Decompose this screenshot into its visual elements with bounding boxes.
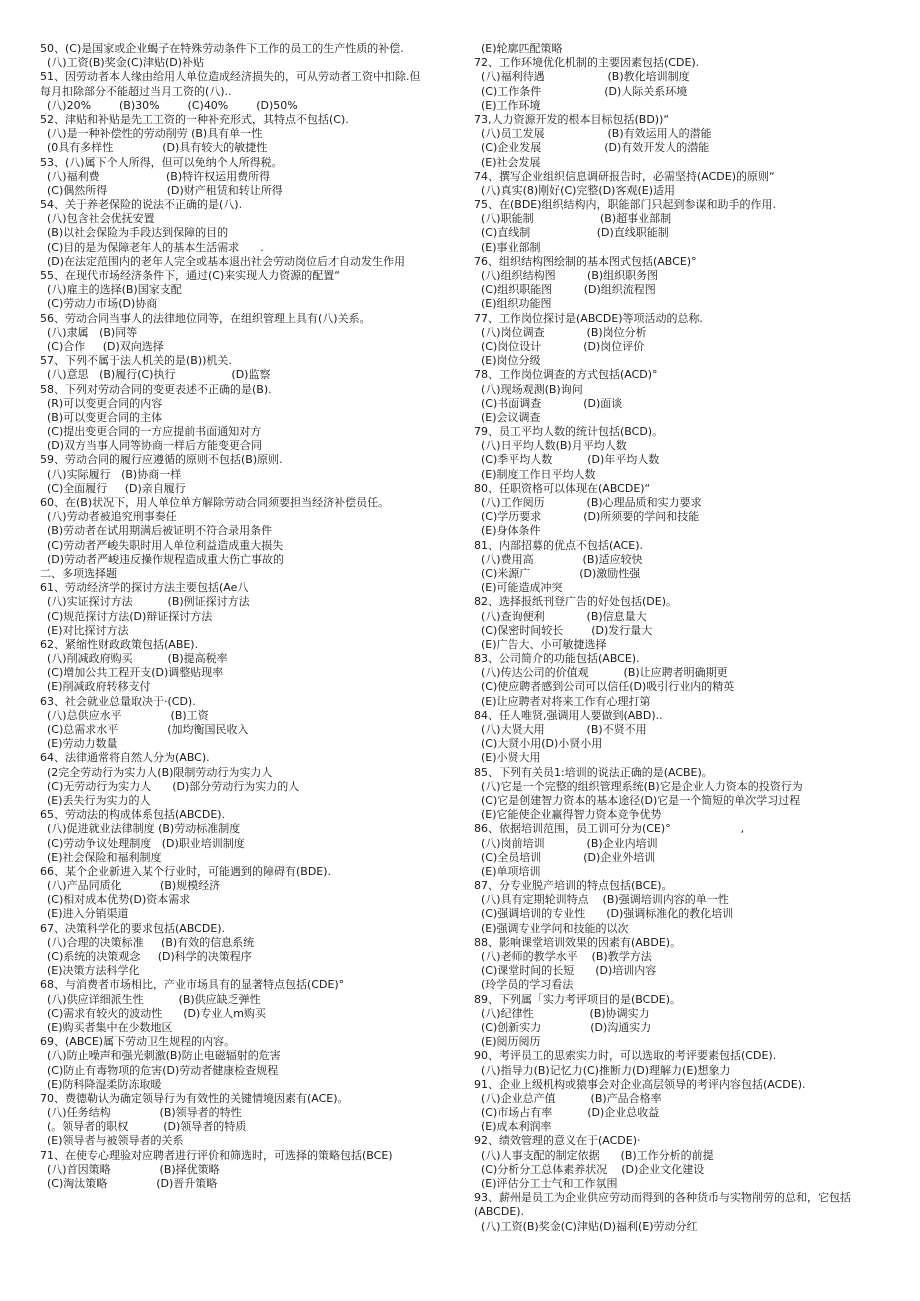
left-column-line: (B)以社会保险为手段达到保障的目的: [40, 226, 229, 240]
right-column-line: (E)身体条件: [474, 524, 541, 538]
left-column-line: 50、(C)是国家或企业蝎子在特殊劳动条件下工作的员工的生产性质的补偿.: [40, 42, 404, 55]
left-column-line: (E)丢失行为实力的人: [40, 793, 151, 807]
right-column-line: (E)单项培训: [474, 864, 541, 878]
right-column-line: (E)它能使企业赢得智力资本竞争优势: [474, 808, 662, 822]
right-column-line: 78、工作岗位调查的方式包括(ACD)°: [474, 368, 658, 382]
left-column-line: (八)隶属 (B)同等: [40, 325, 138, 339]
left-column-line: (八)福利费 (B)特许权运用费所得: [40, 169, 271, 183]
left-column-line: (0具有多样性 (D)具有较大的敏捷性: [40, 141, 268, 155]
left-column-line: (八)总供应水平 (B)工资: [40, 708, 209, 722]
left-column-line: (C)需求有较火的波动性 (D)专业人m购买: [40, 1006, 267, 1020]
right-column-line: (E)可能造成冲突: [474, 581, 563, 595]
right-column-line: 89、下列属「实力考评项目的是(BCDE)。: [474, 992, 682, 1006]
left-column-line: (E)劳动力数量: [40, 737, 118, 751]
left-column-line: (D)劳动者严峻违反操作规程造成重大伤亡事故的: [40, 552, 285, 566]
left-column-line: 63、社会就业总量取决于·(CD).: [40, 694, 196, 708]
left-column-line: (。领导者的职权 (D)领导者的特质: [40, 1120, 247, 1134]
left-column-line: 70、费德勒认为确定领导行为有效性的关键情境因素有(ACE)。: [40, 1091, 349, 1105]
left-column-line: (C)目的是为保障老年人的基本生活需求 .: [40, 240, 264, 254]
right-column-line: (E)小贤大用: [474, 751, 541, 765]
left-column-line: 55、在现代市场经济条件下，通过(C)来实现人力资源的配置“: [40, 269, 340, 282]
right-column-line: 72、工作环境优化机制的主要因素包括(CDE).: [474, 56, 700, 70]
right-column-line: (C)创新实力 (D)沟通实力: [474, 1020, 652, 1034]
right-column-line: 82、选择报纸刊登广告的好处包括(DE)。: [474, 595, 677, 609]
left-column-line: (八)供应详细派生性 (B)供应缺乏弹性: [40, 992, 261, 1006]
right-column-line: 81、内部招募的优点不包括(ACE).: [474, 538, 644, 552]
right-column-line: (八)具有定期轮训特点 (B)强调培训内容的单一性: [474, 893, 729, 907]
right-column-line: (E)制度工作日平均人数: [474, 467, 596, 481]
left-column-line: (E)领导者与被领导者的关系: [40, 1134, 184, 1148]
left-column-line: 60、在(B)状况下，用人单位单方解除劳动合同须要担当经济补偿员任。: [40, 496, 390, 509]
left-column-line: 71、在使专心理验对应聘者进行评价和筛选时，可选择的策略包括(BCE): [40, 1148, 393, 1162]
left-column-line: 67、决策科学化的要求包括(ABCDE).: [40, 921, 226, 935]
left-column-line: (八)工资(B)奖金(C)津贴(D)补贴: [40, 56, 205, 70]
right-column-line: (C)大贤小用(D)小贤小用: [474, 737, 603, 751]
right-column-line: 73,人力资源开发的根本目标包括(BD))“: [474, 112, 670, 126]
right-column-line: (C)使应聘者感到公司可以信任(D)吸引行业内的精英: [474, 680, 735, 694]
left-column-line: (C)防止有毒物项的危害(D)劳动者健康检查规程: [40, 1063, 279, 1077]
left-column-line: (C)淘汰策略 (D)晋升策略: [40, 1177, 218, 1190]
right-column-line: (C)直线制 (D)直线职能制: [474, 226, 669, 240]
left-column-line: 64、法律通常将自然人分为(ABC).: [40, 751, 210, 765]
right-column-line: (C)市场占有率 (D)企业总收益: [474, 1106, 660, 1120]
right-column-line: (八)组织结构图 (B)组织职务图: [474, 269, 659, 282]
right-column-line: (八)员工发展 (B)有效运用人的潜能: [474, 127, 712, 141]
left-column-line: 61、劳动经济学的探讨方法主要包括(Ae八: [40, 581, 249, 595]
right-column-line: (C)强调培训的专业性 (D)强调标准化的教化培训: [474, 907, 734, 921]
right-column-line: (E)广告大、小可敏捷选择: [474, 637, 607, 651]
right-column-line: (八)工作阅历 (B)心理品质和实力要求: [474, 496, 702, 509]
right-column-line: (八)职能制 (B)超事业部制: [474, 212, 672, 226]
left-column-line: (B)劳动者在试用期满后被证明不符合录用条件: [40, 524, 273, 538]
right-column-line: (C)课堂时间的长短 (D)培训内容: [474, 964, 657, 978]
right-column-line: (C)保密时间较长 (D)发行量大: [474, 623, 653, 637]
right-column-line: 80、任职资格可以体现在(ABCDE)“: [474, 481, 651, 495]
right-column-line: (八)日平均人数(B)月平均人数: [474, 439, 627, 453]
right-column-line: (八)它是一个完整的组织管理系统(B)它是企业人力资本的投资行为: [474, 779, 803, 793]
left-column-line: 58、下列对劳动合同的变更表述不正确的是(B).: [40, 382, 272, 396]
right-column-line: (八)现场观测(B)询问: [474, 382, 583, 396]
right-column-line: (E)社会发展: [474, 155, 541, 169]
right-column-line: (E)组织功能图: [474, 297, 552, 311]
right-column-line: 84、任人唯贤,强调用人要做到(ABD)..: [474, 708, 663, 722]
right-column-line: (E)评估分工士气和工作氛围: [474, 1177, 618, 1190]
right-column-line: (八)费用高 (B)适应较快: [474, 552, 643, 566]
left-column-line: (R)可以变更合同的内容: [40, 396, 163, 410]
right-column-line: 92、绩效管理的意义在于(ACDE)·: [474, 1134, 641, 1148]
left-column-line: (D)双方当事人同等协商一样后方能变更合同: [40, 439, 263, 453]
left-column-line: (E)决策方法科学化: [40, 964, 140, 978]
right-column: [474, 42, 894, 1234]
left-column-line: (B)可以变更合同的主体: [40, 410, 163, 424]
left-column-line: (八)包含社会优抚安置: [40, 212, 155, 226]
left-column-line: 52、津贴和补贴是先工工资的一种补充形式，其特点不包括(C).: [40, 112, 349, 126]
right-column-line: 88、影响课堂培训效果的因素有(ABDE)。: [474, 935, 682, 949]
left-column-line: (E)购买者集中在少数地区: [40, 1020, 173, 1034]
right-column-line: (八)岗位调查 (B)岗位分析: [474, 325, 647, 339]
left-column-line: 57、下列不属于法人机关的是(B))机关.: [40, 354, 232, 368]
right-column-line: 75、在(BDE)组织结构内，职能部门只起到参谋和助手的作用.: [474, 198, 777, 212]
right-column-line: (八)企业总产值 (B)产品合格率: [474, 1091, 662, 1105]
right-column-line: (C)工作条件 (D)人际关系环境: [474, 84, 688, 98]
left-column-line: 54、关于养老保险的说法不正确的是(八).: [40, 198, 243, 212]
left-column-line: (E)进入分销渠道: [40, 907, 129, 921]
right-column-line: (C)它是创建智力资本的基本途径(D)它是一个简短的单次学习过程: [474, 793, 801, 807]
left-column-line: 56、劳动合同当事人的法律地位同等，在组织管理上具有(八)关系。: [40, 311, 371, 325]
left-column-line: (八)产品同质化 (B)规模经济: [40, 879, 221, 893]
left-column-line: (八)任务结构 (B)领导者的特性: [40, 1106, 242, 1120]
right-column-line: 87、分专业脱产培训的特点包括(BCE)。: [474, 879, 673, 893]
left-column-line: (D)在法定范围内的老年人完全或基本退出社会劳动岗位后才自动发生作用: [40, 254, 406, 268]
left-column-line: (八)合理的决策标准 (B)有效的信息系统: [40, 935, 255, 949]
left-column-line: 65、劳动法的构成体系包括(ABCDE).: [40, 808, 226, 822]
right-column-line: 91、企业上级机构或猿事会对企业高层领导的考评内容包括(ACDE).: [474, 1077, 806, 1091]
left-column: [40, 42, 458, 1191]
left-column-line: (八)实证探讨方法 (B)例证探讨方法: [40, 595, 250, 609]
right-column-line: (八)查询便利 (B)信息量大: [474, 609, 647, 623]
right-column-line: (E)轮廓匹配策略: [474, 42, 563, 55]
right-column-line: (八)传达公司的价值观 (B)让应聘者明确期更: [474, 666, 728, 680]
left-column-line: (2完全劳动行为实力人(B)限制劳动行为实力人: [40, 765, 273, 779]
right-column-line: (E)工作环境: [474, 98, 541, 112]
left-column-line: (C)劳动者严峻失职时用人单位利益造成重大损失: [40, 538, 284, 552]
left-column-line: (C)全面履行 (D)亲自履行: [40, 481, 186, 495]
right-column-line: (E)会议调查: [474, 410, 541, 424]
left-column-line: 53、(八)属下个人所得，但可以免纳个人所得税。: [40, 155, 283, 169]
left-column-line: (E)社会保险和福利制度: [40, 850, 162, 864]
left-column-line: (C)总需求水平 (加均衡国民收入: [40, 723, 249, 736]
left-column-line: (八)是一种补偿性的劳动削劳 (B)具有单一性: [40, 127, 263, 141]
left-column-line: (八)防止噪声和强光刺激(B)防止电磁辐射的危害: [40, 1049, 281, 1063]
right-column-line: (E)阅历阅历: [474, 1035, 541, 1049]
right-column-line: (C)岗位设计 (D)岗位评价: [474, 339, 645, 353]
right-column-line: (八)指导力(B)记忆力(C)推断力(D)理解力(E)想象力: [474, 1063, 731, 1077]
right-column-line: 86、依据培训范围，员工训可分为(CE)° ,: [474, 822, 745, 836]
right-column-line: (C)书面调查 (D)面谈: [474, 396, 623, 410]
right-column-line: (E)事业部制: [474, 240, 541, 254]
left-column-line: (C)合作 (D)双向选择: [40, 339, 164, 353]
left-column-line: (C)相对成本优势(D)资本需求: [40, 893, 191, 907]
left-column-line: (八)实际履行 (B)协商一样: [40, 467, 182, 481]
right-column-line: 90、考评员工的思索实力时，可以选取的考评要素包括(CDE).: [474, 1049, 777, 1063]
left-column-line: (八)削减政府购买 (B)提高税率: [40, 652, 228, 666]
left-column-line: (C)提出变更合同的一方应提前书面通知对方: [40, 425, 262, 439]
right-column-line: (C)分析分工总体素养状况 (D)企业文化建设: [474, 1162, 705, 1176]
left-column-line: 66、某个企业新进入某个行业时，可能遇到的障碍有(BDE).: [40, 864, 332, 878]
right-column-line: (八)福利待遇 (B)教化培训制度: [474, 70, 690, 84]
right-column-line: 85、下列有关员1:培训的说法正确的是(ACBE)。: [474, 765, 713, 779]
left-column-line: (八)20% (B)30% (C)40% (D)50%: [40, 98, 298, 112]
left-column-line: (八)劳动者被追究刑事奏任: [40, 510, 177, 524]
left-column-line: (八)促进就业法律制度 (B)劳动标准制度: [40, 822, 241, 836]
right-column-line: (C)季平均人数 (D)年平均人数: [474, 453, 660, 467]
left-column-line: 62、紧缩性财政政策包括(ABE).: [40, 637, 199, 651]
left-column-line: (C)增加公共工程开支(D)调整贴现率: [40, 666, 224, 680]
left-column-line: (E)对比探讨方法: [40, 623, 129, 637]
right-column-line: (ABCDE).: [474, 1205, 525, 1219]
left-column-line: (C)无劳动行为实力人 (D)部分劳动行为实力的人: [40, 779, 300, 793]
right-column-line: (八)真实(8)刚好(C)完整(D)客观(E)适用: [474, 183, 676, 197]
right-column-line: (八)大贤大用 (B)不贤不用: [474, 723, 647, 736]
right-column-line: 77、工作岗位探讨是(ABCDE)等项活动的总称.: [474, 311, 704, 325]
left-column-line: (C)规范探讨方法(D)辩证探讨方法: [40, 609, 213, 623]
left-column-line: 二、多项选择题: [40, 566, 117, 580]
left-column-line: (E)防科降湿柔防冻取暖: [40, 1077, 162, 1091]
right-column-line: (E)成本利润率: [474, 1120, 552, 1134]
right-column-line: (C)全员培训 (D)企业外培训: [474, 850, 656, 864]
right-column-line: (八)人事支配的制定依据 (B)工作分析的前提: [474, 1148, 714, 1162]
left-column-line: (八)雇主的选择(B)国家支配: [40, 283, 182, 297]
right-column-line: (E)强调专业学问和技能的以次: [474, 921, 629, 935]
left-column-line: (C)偶然所得 (D)财产租赁和转让所得: [40, 183, 283, 197]
left-column-line: (C)劳动力市场(D)协商: [40, 297, 158, 311]
right-column-line: (C)组织职能图 (D)组织流程图: [474, 283, 656, 297]
right-column-line: (C)企业发展 (D)有效开发人的潜能: [474, 141, 710, 155]
right-column-line: (E)让应聘者对将来工作有心理打第: [474, 694, 651, 708]
left-column-line: (C)系统的决策观念 (D)科学的决策程序: [40, 950, 252, 963]
right-column-line: (C)米源广 (D)激励性强: [474, 566, 641, 580]
right-column-line: 79、员工平均人数的统计包括(BCD)。: [474, 425, 664, 439]
left-column-line: 每月扣除部分不能超过当月工资的(八)..: [40, 84, 232, 98]
right-column-line: (八)老师的教学水平 (B)教学方法: [474, 950, 652, 963]
left-column-line: (E)削减政府转移支付: [40, 680, 151, 694]
right-column-line: (八)工资(B)奖金(C)津贴(D)福利(E)劳动分红: [474, 1219, 698, 1233]
right-column-line: 83、公司简介的功能包括(ABCE).: [474, 652, 640, 666]
left-column-line: 68、与消费者市场相比，产业市场具有的显著特点包括(CDE)°: [40, 978, 345, 992]
left-column-line: (八)首因策略 (B)择优策略: [40, 1162, 220, 1176]
left-column-line: (八)意思 (B)履行(C)执行 (D)监察: [40, 368, 271, 382]
right-column-line: 93、薪州是员工为企业供应劳动而得到的各种货币与实物削劳的总和，它包括: [474, 1191, 851, 1205]
right-column-line: (八)岗前培训 (B)企业内培训: [474, 836, 658, 850]
right-column-line: (E)岗位分级: [474, 354, 541, 368]
right-column-line: 76、组织结构图绘制的基本图式包括(ABCE)°: [474, 254, 697, 268]
left-column-line: 59、劳动合同的履行应遵循的原则不包括(B)原则.: [40, 453, 283, 467]
left-column-line: 69、(ABCE)属下劳动卫生规程的内容。: [40, 1035, 236, 1049]
left-column-line: 51、因劳动者本人缘由给用人单位造成经济损失的，可从劳动者工资中扣除.但: [40, 70, 421, 84]
right-column-line: (玲学员的学习看法: [474, 978, 574, 992]
right-column-line: (八)纪律性 (B)协调实力: [474, 1006, 650, 1020]
right-column-line: (C)学历要求 (D)所须要的学问和技能: [474, 510, 700, 524]
right-column-line: 74、撰写企业组织信息调研报告时，必需坚持(ACDE)的原则“: [474, 169, 775, 183]
left-column-line: (C)劳动争议处理制度 (D)职业培训制度: [40, 836, 245, 850]
